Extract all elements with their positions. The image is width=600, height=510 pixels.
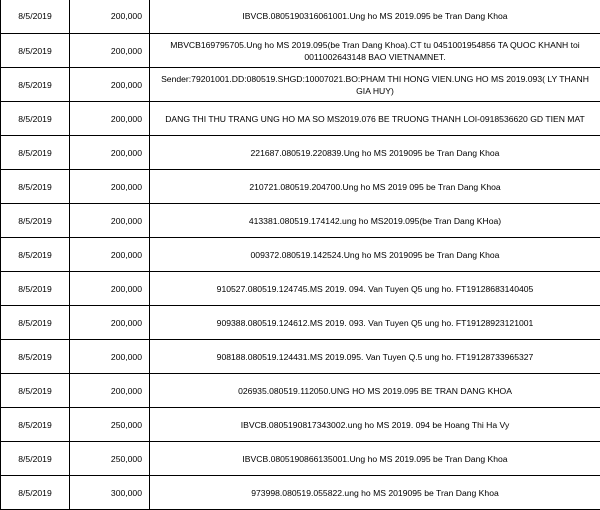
description-cell: 973998.080519.055822.ung ho MS 2019095 be Tran Dang Khoa xyxy=(150,476,600,510)
amount-cell: 250,000 xyxy=(70,408,150,442)
amount-cell: 200,000 xyxy=(70,374,150,408)
table-row xyxy=(1,170,600,204)
table-row xyxy=(1,408,600,442)
date-cell: 8/5/2019 xyxy=(1,0,70,34)
description-cell: 413381.080519.174142.ung ho MS2019.095(be Tran Dang KHoa) xyxy=(150,204,600,238)
table-row xyxy=(1,68,600,102)
amount-cell: 200,000 xyxy=(70,170,150,204)
amount-cell: 200,000 xyxy=(70,204,150,238)
amount-cell: 200,000 xyxy=(70,272,150,306)
description-cell: DANG THI THU TRANG UNG HO MA SO MS2019.076 BE TRUONG THANH LOI-0918536620 GD TIEN MAT xyxy=(150,102,600,136)
table-row xyxy=(1,272,600,306)
date-cell: 8/5/2019 xyxy=(1,374,70,408)
date-cell: 8/5/2019 xyxy=(1,442,70,476)
date-cell: 8/5/2019 xyxy=(1,68,70,102)
table-row xyxy=(1,0,600,34)
table-row xyxy=(1,374,600,408)
description-cell: 210721.080519.204700.Ung ho MS 2019 095 be Tran Dang Khoa xyxy=(150,170,600,204)
date-cell: 8/5/2019 xyxy=(1,170,70,204)
date-cell: 8/5/2019 xyxy=(1,272,70,306)
date-cell: 8/5/2019 xyxy=(1,408,70,442)
description-cell: IBVCB.0805190316061001.Ung ho MS 2019.095 be Tran Dang Khoa xyxy=(150,0,600,34)
amount-cell: 200,000 xyxy=(70,68,150,102)
table-row xyxy=(1,238,600,272)
date-cell: 8/5/2019 xyxy=(1,306,70,340)
table-row xyxy=(1,204,600,238)
date-cell: 8/5/2019 xyxy=(1,34,70,68)
description-cell: IBVCB.0805190866135001.Ung ho MS 2019.095 be Tran Dang Khoa xyxy=(150,442,600,476)
date-cell: 8/5/2019 xyxy=(1,340,70,374)
ledger-body xyxy=(1,0,600,510)
amount-cell: 300,000 xyxy=(70,476,150,510)
description-cell: MBVCB169795705.Ung ho MS 2019.095(be Tran Dang Khoa).CT tu 0451001954856 TA QUOC KHANH toi 0011002643148 BAO VIETNAMNET. xyxy=(150,34,600,68)
table-row xyxy=(1,102,600,136)
table-row xyxy=(1,442,600,476)
table-row xyxy=(1,136,600,170)
date-cell: 8/5/2019 xyxy=(1,102,70,136)
description-cell: 026935.080519.112050.UNG HO MS 2019.095 BE TRAN DANG KHOA xyxy=(150,374,600,408)
table-row xyxy=(1,476,600,510)
table-row xyxy=(1,306,600,340)
amount-cell: 200,000 xyxy=(70,0,150,34)
description-cell: Sender:79201001.DD:080519.SHGD:10007021.BO:PHAM THI HONG VIEN.UNG HO MS 2019.093( LY THANH GIA HUY) xyxy=(150,68,600,102)
amount-cell: 200,000 xyxy=(70,306,150,340)
amount-cell: 200,000 xyxy=(70,102,150,136)
table-row xyxy=(1,34,600,68)
amount-cell: 200,000 xyxy=(70,34,150,68)
amount-cell: 250,000 xyxy=(70,442,150,476)
description-cell: 910527.080519.124745.MS 2019. 094. Van Tuyen Q5 ung ho. FT19128683140405 xyxy=(150,272,600,306)
table-row xyxy=(1,340,600,374)
date-cell: 8/5/2019 xyxy=(1,476,70,510)
date-cell: 8/5/2019 xyxy=(1,238,70,272)
description-cell: IBVCB.0805190817343002.ung ho MS 2019. 094 be Hoang Thi Ha Vy xyxy=(150,408,600,442)
date-cell: 8/5/2019 xyxy=(1,136,70,170)
amount-cell: 200,000 xyxy=(70,136,150,170)
description-cell: 908188.080519.124431.MS 2019.095. Van Tuyen Q.5 ung ho. FT19128733965327 xyxy=(150,340,600,374)
date-cell: 8/5/2019 xyxy=(1,204,70,238)
description-cell: 009372.080519.142524.Ung ho MS 2019095 be Tran Dang Khoa xyxy=(150,238,600,272)
amount-cell: 200,000 xyxy=(70,340,150,374)
amount-cell: 200,000 xyxy=(70,238,150,272)
description-cell: 221687.080519.220839.Ung ho MS 2019095 be Tran Dang Khoa xyxy=(150,136,600,170)
description-cell: 909388.080519.124612.MS 2019. 093. Van Tuyen Q5 ung ho. FT19128923121001 xyxy=(150,306,600,340)
